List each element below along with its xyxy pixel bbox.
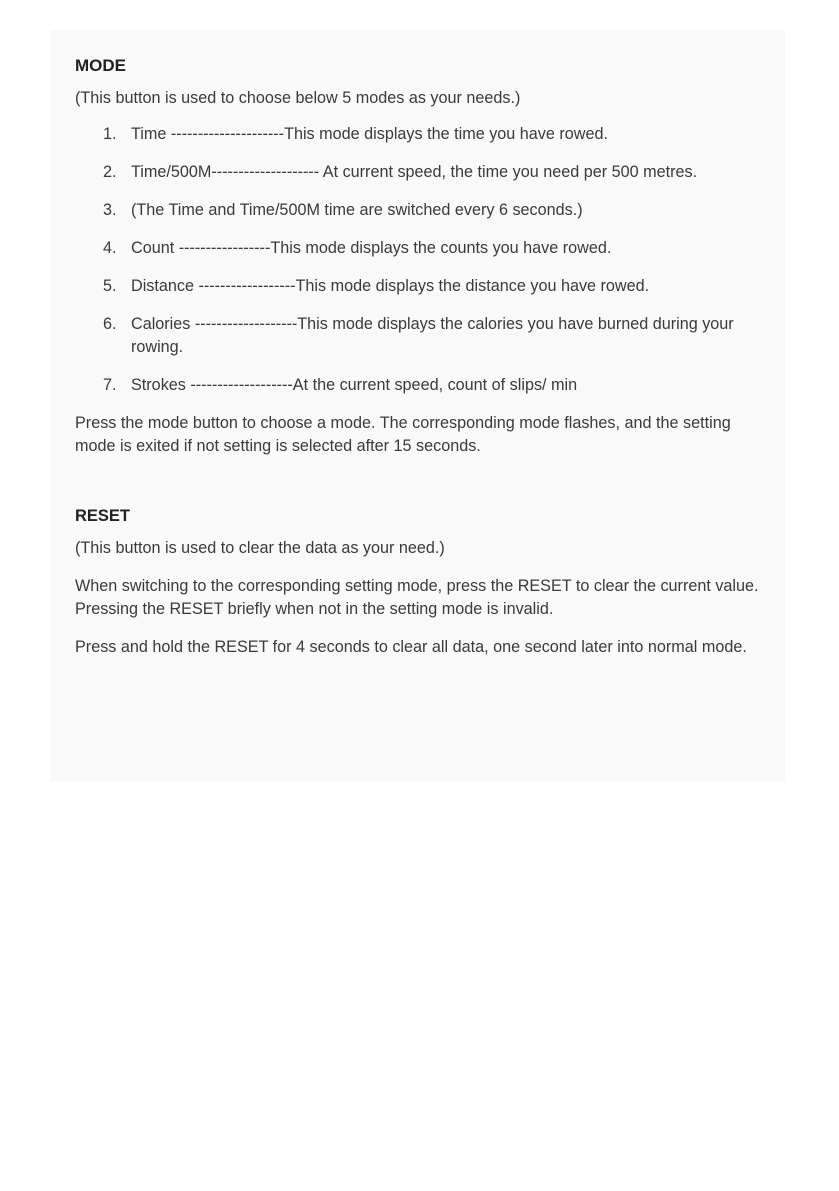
list-item-number: 2. <box>103 163 117 181</box>
list-item-text: (The Time and Time/500M time are switched every 6 seconds.) <box>131 201 583 219</box>
mode-note: Press the mode button to choose a mode. The corresponding mode flashes, and the setting mode is exited if not setting is selected after 15 seconds. <box>75 414 731 455</box>
reset-intro: (This button is used to clear the data as your need.) <box>75 539 445 557</box>
manual-content <box>75 55 775 674</box>
reset-section <box>75 505 775 659</box>
list-item <box>75 313 775 359</box>
list-item-text: Calories -------------------This mode displays the calories you have burned during your rowing. <box>131 315 734 356</box>
mode-list <box>75 123 775 397</box>
list-item <box>75 199 775 222</box>
list-item-number: 5. <box>103 277 117 295</box>
mode-heading: MODE <box>75 56 126 75</box>
list-item <box>75 374 775 397</box>
list-item-number: 1. <box>103 125 117 143</box>
list-item <box>75 237 775 260</box>
list-item-text: Distance ------------------This mode displays the distance you have rowed. <box>131 277 650 295</box>
list-item-text: Time ---------------------This mode displays the time you have rowed. <box>131 125 608 143</box>
list-item-number: 4. <box>103 239 117 257</box>
mode-intro: (This button is used to choose below 5 modes as your needs.) <box>75 89 521 107</box>
list-item-number: 6. <box>103 315 117 333</box>
reset-paragraph-2: Press and hold the RESET for 4 seconds to clear all data, one second later into normal mode. <box>75 638 747 656</box>
list-item <box>75 123 775 146</box>
list-item-text: Time/500M-------------------- At current speed, the time you need per 500 metres. <box>131 163 698 181</box>
list-item <box>75 161 775 184</box>
reset-paragraph-1: When switching to the corresponding setting mode, press the RESET to clear the current value. Pressing the RESET briefly when not in the setting mode is invalid. <box>75 577 759 618</box>
list-item-text: Count -----------------This mode displays the counts you have rowed. <box>131 239 612 257</box>
reset-heading: RESET <box>75 507 131 525</box>
list-item-number: 3. <box>103 201 117 219</box>
list-item <box>75 275 775 298</box>
mode-section <box>75 55 775 458</box>
list-item-text: Strokes -------------------At the current speed, count of slips/ min <box>131 376 578 394</box>
list-item-number: 7. <box>103 376 117 394</box>
